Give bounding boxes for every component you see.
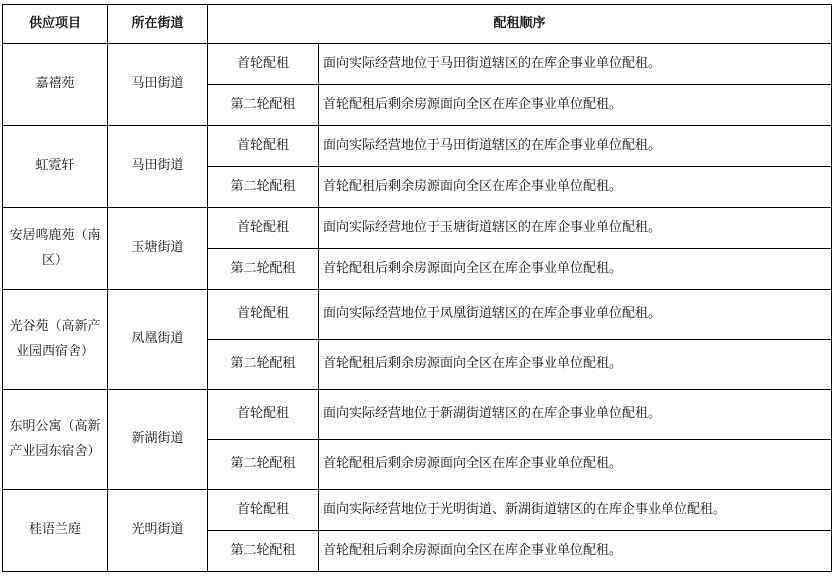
round2-text: 首轮配租后剩余房源面向全区在库企事业单位配租。 — [319, 340, 832, 390]
table-row — [3, 208, 832, 249]
round1-text: 面向实际经营地位于马田街道辖区的在库企事业单位配租。 — [319, 44, 832, 85]
round1-text: 面向实际经营地位于马田街道辖区的在库企事业单位配租。 — [319, 126, 832, 167]
table-row — [3, 126, 832, 167]
table-row — [3, 290, 832, 340]
round2-text: 首轮配租后剩余房源面向全区在库企事业单位配租。 — [319, 440, 832, 490]
round1-label: 首轮配租 — [208, 490, 319, 531]
round1-text: 面向实际经营地位于光明街道、新湖街道辖区的在库企事业单位配租。 — [319, 490, 832, 531]
round1-text: 面向实际经营地位于玉塘街道辖区的在库企事业单位配租。 — [319, 208, 832, 249]
project-cell: 嘉禧苑 — [3, 44, 108, 126]
round2-label: 第二轮配租 — [208, 340, 319, 390]
round2-label: 第二轮配租 — [208, 440, 319, 490]
round1-text: 面向实际经营地位于新湖街道辖区的在库企事业单位配租。 — [319, 390, 832, 440]
table-row — [3, 490, 832, 531]
round1-label: 首轮配租 — [208, 208, 319, 249]
round2-label: 第二轮配租 — [208, 167, 319, 208]
round1-text: 面向实际经营地位于凤凰街道辖区的在库企事业单位配租。 — [319, 290, 832, 340]
round2-text: 首轮配租后剩余房源面向全区在库企事业单位配租。 — [319, 531, 832, 572]
round2-label: 第二轮配租 — [208, 85, 319, 126]
header-street: 所在街道 — [108, 5, 208, 44]
round1-label: 首轮配租 — [208, 126, 319, 167]
street-cell: 马田街道 — [108, 44, 208, 126]
round2-label: 第二轮配租 — [208, 249, 319, 290]
table-row — [3, 390, 832, 440]
project-cell: 安居鸣鹿苑（南区） — [3, 208, 108, 290]
round1-label: 首轮配租 — [208, 290, 319, 340]
round2-label: 第二轮配租 — [208, 531, 319, 572]
round1-label: 首轮配租 — [208, 390, 319, 440]
table-row — [3, 44, 832, 85]
round2-text: 首轮配租后剩余房源面向全区在库企事业单位配租。 — [319, 85, 832, 126]
project-cell: 光谷苑（高新产业园西宿舍） — [3, 290, 108, 390]
project-cell: 东明公寓（高新产业园东宿舍） — [3, 390, 108, 490]
round1-label: 首轮配租 — [208, 44, 319, 85]
street-cell: 玉塘街道 — [108, 208, 208, 290]
project-cell: 虹霓轩 — [3, 126, 108, 208]
street-cell: 新湖街道 — [108, 390, 208, 490]
allocation-table — [2, 4, 832, 572]
round2-text: 首轮配租后剩余房源面向全区在库企事业单位配租。 — [319, 167, 832, 208]
header-project: 供应项目 — [3, 5, 108, 44]
street-cell: 光明街道 — [108, 490, 208, 572]
header-order: 配租顺序 — [208, 5, 832, 44]
table-header-row — [3, 5, 832, 44]
round2-text: 首轮配租后剩余房源面向全区在库企事业单位配租。 — [319, 249, 832, 290]
street-cell: 马田街道 — [108, 126, 208, 208]
project-cell: 桂语兰庭 — [3, 490, 108, 572]
street-cell: 凤凰街道 — [108, 290, 208, 390]
